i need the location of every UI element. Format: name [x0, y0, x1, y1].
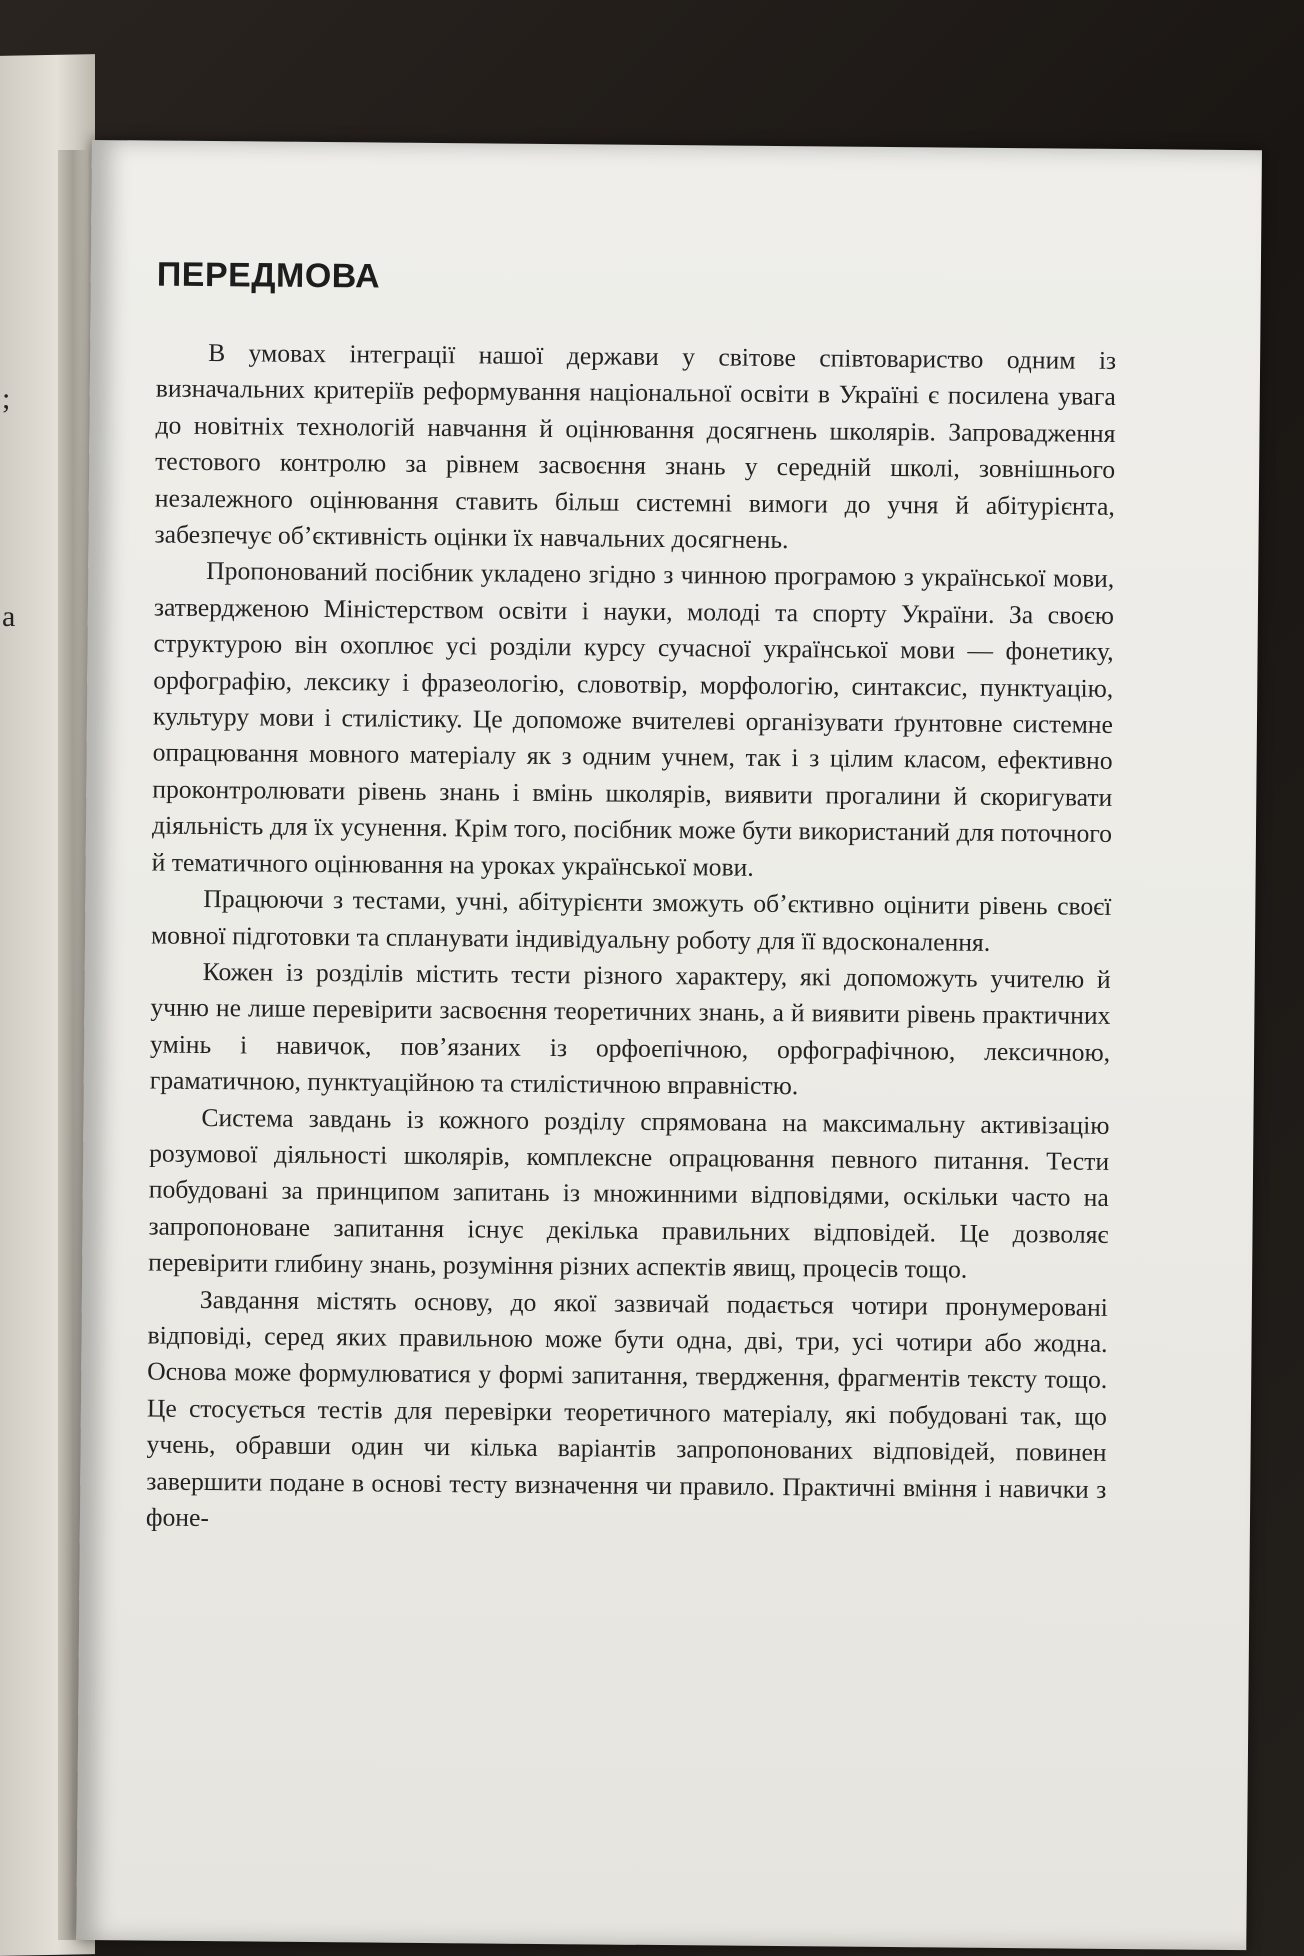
paragraph: Система завдань із кожного розділу спрямована на максимальну активізацію розумової діяльності школярів, комплексне опрацювання певного питання. Тести побудовані за принципом запитань із множинними відповідями, оскільки часто на запропоноване запитання існує декілька правильних відповідей. Це дозволяє перевірити глибину знань, розуміння різних аспектів явищ, процесів тощо.: [148, 1102, 1110, 1284]
paragraph: Пропонований посібник укладено згідно з чинною програмою з української мови, затвердженою Міністерством освіти і науки, молоді та спорту України. За своєю структурою він охоплює усі розділи курсу сучасної української мови — фонетику, орфографію, лексику і фразеологію, словотвір, морфологію, синтаксис, пунктуацію, культуру мови і стилістику. Це допоможе вчителеві організувати ґрунтовне системне опрацювання мовного матеріалу як з одним учнем, так і з цілим класом, ефективно проконтролювати рівень знань і вмінь школярів, виявити прогалини й скоригувати діяльність для їх усунення. Крім того, посібник може бути використаний для поточного й тематичного оцінювання на уроках української мови.: [151, 556, 1115, 882]
book-page: [76, 140, 1262, 1950]
left-page-glyph: ;: [2, 382, 11, 415]
paragraph: Кожен із розділів містить тести різного характеру, які допоможуть учителю й учню не лише перевірити засвоєння теоретичних знань, а й виявити рівень практичних умінь і навичок, пов’язаних із орфоепічною, орфографічною, лексичною, граматичною, пунктуаційною та стилістичною вправністю.: [149, 956, 1111, 1101]
paragraph: Завдання містять основу, до якої зазвичай подається чотири пронумеровані відповіді, серед яких правильною може бути одна, дві, три, усі чотири або жодна. Основа може формулюватися у формі запитання, твердження, фрагментів тексту тощо. Це стосується тестів для перевірки теоретичного матеріалу, які побудовані так, що учень, обравши один чи кілька варіантів запропонованих відповідей, повинен завершити подане в основі тесту визначення чи правило. Практичні вміння і навички з фоне-: [145, 1284, 1108, 1533]
paragraph: В умовах інтеграції нашої держави у світове співтовариство одним із визначальних критеріїв реформування національної освіти в Україні є посилена увага до новітніх технологій навчання й оцінювання досягнень школярів. Запровадження тестового контролю за рівнем засвоєння знань у середній школі, зовнішнього незалежного оцінювання ставить більш системні вимоги до учня й абітурієнта, забезпечує об’єктивність оцінки їх навчальних досягнень.: [154, 338, 1117, 555]
paragraph: Працюючи з тестами, учні, абітурієнти зможуть об’єктивно оцінити рівень своєї мовної підготовки та спланувати індивідуальну роботу для її вдосконалення.: [150, 884, 1112, 957]
left-page-glyph: a: [2, 600, 16, 633]
page-content: [146, 256, 1117, 1545]
page-heading: ПЕРЕДМОВА: [156, 255, 381, 296]
